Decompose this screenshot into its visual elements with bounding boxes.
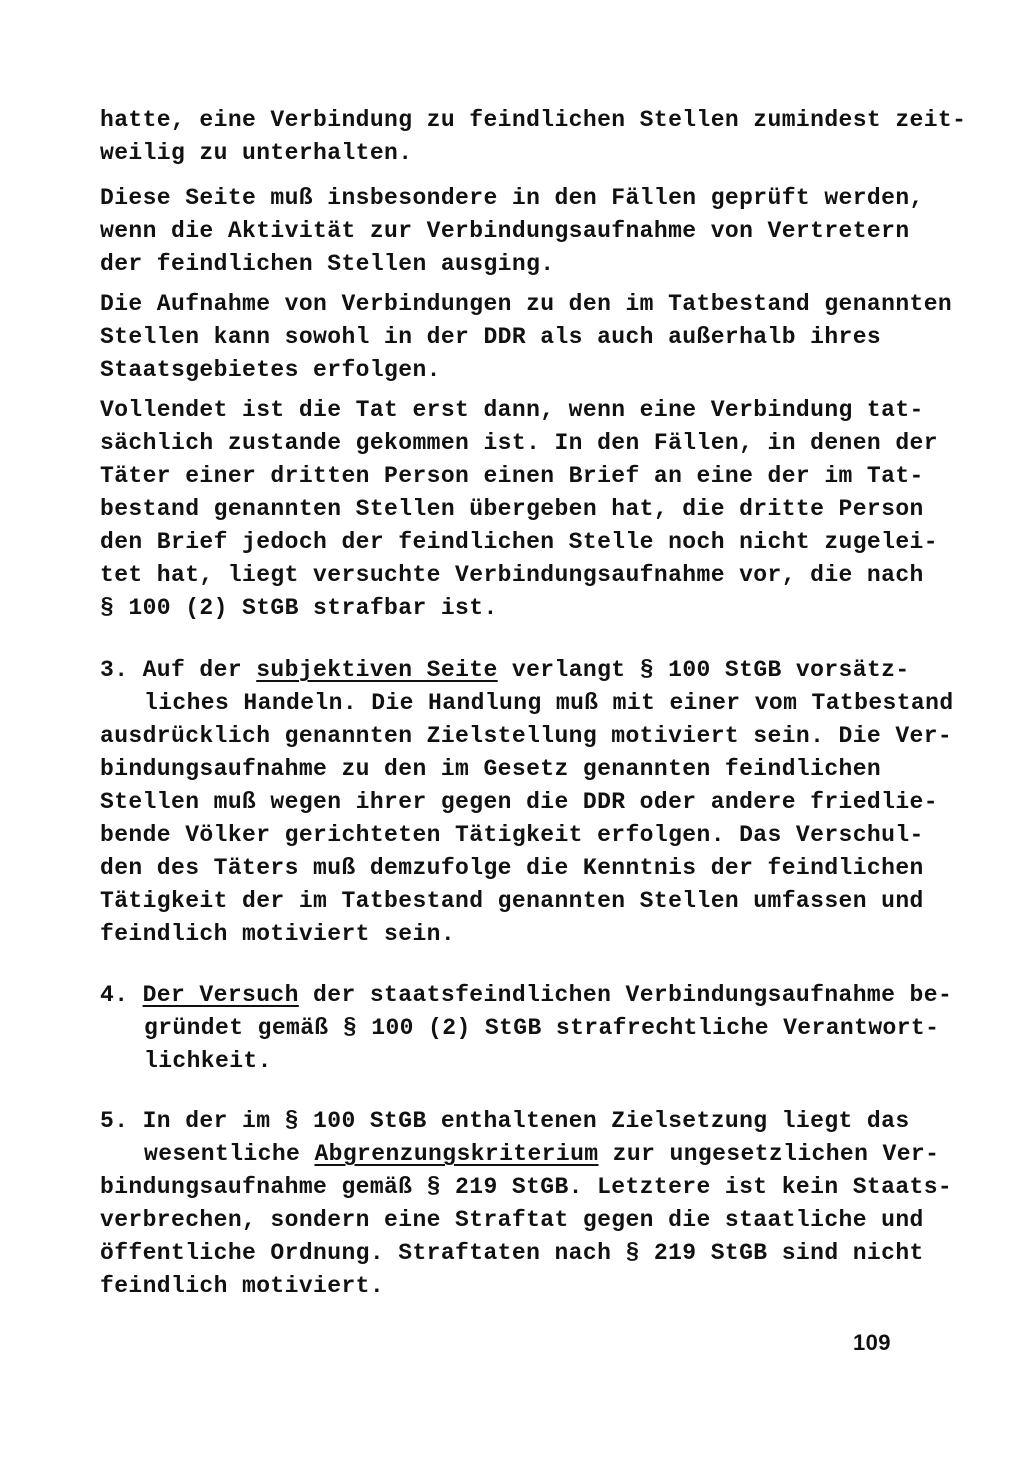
text-line: Stellen kann sowohl in der DDR als auch außerhalb ihres xyxy=(100,324,882,350)
text-line: Stellen muß wegen ihrer gegen die DDR oder andere friedlie- xyxy=(100,789,938,815)
text-line: Diese Seite muß insbesondere in den Fällen geprüft werden, xyxy=(100,185,924,211)
text-line: bende Völker gerichteten Tätigkeit erfolgen. Das Verschul- xyxy=(100,822,924,848)
text-run: zur ungesetzlichen Ver- xyxy=(598,1141,940,1167)
list-item-first-line xyxy=(100,654,910,687)
paragraph-4 xyxy=(100,394,938,625)
paragraph-2 xyxy=(100,182,924,281)
underlined-term: subjektiven Seite xyxy=(256,657,498,683)
underlined-term: Der Versuch xyxy=(142,982,299,1008)
paragraph-1 xyxy=(100,104,967,170)
text-line: Die Aufnahme von Verbindungen zu den im Tatbestand genannten xyxy=(100,291,953,317)
text-run: In der im § 100 StGB enthaltenen Zielsetzung liegt das xyxy=(142,1108,910,1134)
text-line: bindungsaufnahme gemäß § 219 StGB. Letztere ist kein Staats- xyxy=(100,1174,953,1200)
text-line: Vollendet ist die Tat erst dann, wenn eine Verbindung tat- xyxy=(100,397,924,423)
text-line: den Brief jedoch der feindlichen Stelle noch nicht zugelei- xyxy=(100,529,938,555)
list-number: 3. xyxy=(100,657,129,683)
text-line: Täter einer dritten Person einen Brief an eine der im Tat- xyxy=(100,463,924,489)
text-line: gründet gemäß § 100 (2) StGB strafrechtliche Verantwort- xyxy=(144,1015,940,1041)
text-run: wesentliche xyxy=(144,1141,315,1167)
text-line: lichkeit. xyxy=(144,1048,272,1074)
text-line: tet hat, liegt versuchte Verbindungsaufnahme vor, die nach xyxy=(100,562,924,588)
text-line: öffentliche Ordnung. Straftaten nach § 219 StGB sind nicht xyxy=(100,1240,924,1266)
text-run: der staatsfeindlichen Verbindungsaufnahme be- xyxy=(298,982,953,1008)
paragraph-3 xyxy=(100,288,953,387)
text-line: liches Handeln. Die Handlung muß mit einer vom Tatbestand xyxy=(144,690,954,716)
list-item-5 xyxy=(100,1105,953,1303)
text-line: Tätigkeit der im Tatbestand genannten Stellen umfassen und xyxy=(100,888,924,914)
text-line: den des Täters muß demzufolge die Kenntnis der feindlichen xyxy=(100,855,924,881)
text-line: feindlich motiviert sein. xyxy=(100,921,456,947)
text-line: bestand genannten Stellen übergeben hat, die dritte Person xyxy=(100,496,924,522)
text-line: hatte, eine Verbindung zu feindlichen Stellen zumindest zeit- xyxy=(100,107,967,133)
list-item-first-line xyxy=(100,1105,910,1138)
text-run: Auf der xyxy=(142,657,257,683)
text-line: bindungsaufnahme zu den im Gesetz genannten feindlichen xyxy=(100,756,882,782)
underlined-term: Abgrenzungskriterium xyxy=(314,1141,599,1167)
text-line: § 100 (2) StGB strafbar ist. xyxy=(100,595,498,621)
list-number: 4. xyxy=(100,982,129,1008)
list-item-second-line xyxy=(100,1138,940,1171)
list-number: 5. xyxy=(100,1108,129,1134)
text-line: wenn die Aktivität zur Verbindungsaufnahme von Vertretern xyxy=(100,218,910,244)
list-item-3 xyxy=(100,654,954,951)
page-number: 109 xyxy=(853,1330,891,1355)
text-line: der feindlichen Stellen ausging. xyxy=(100,251,555,277)
text-line: feindlich motiviert. xyxy=(100,1273,385,1299)
list-item-first-line xyxy=(100,979,953,1012)
list-item-4 xyxy=(100,979,953,1078)
text-run: verlangt § 100 StGB vorsätz- xyxy=(497,657,910,683)
text-line: ausdrücklich genannten Zielstellung motiviert sein. Die Ver- xyxy=(100,723,953,749)
text-line: sächlich zustande gekommen ist. In den Fällen, in denen der xyxy=(100,430,938,456)
text-line: verbrechen, sondern eine Straftat gegen die staatliche und xyxy=(100,1207,924,1233)
text-line: weilig zu unterhalten. xyxy=(100,140,413,166)
text-line: Staatsgebietes erfolgen. xyxy=(100,357,441,383)
